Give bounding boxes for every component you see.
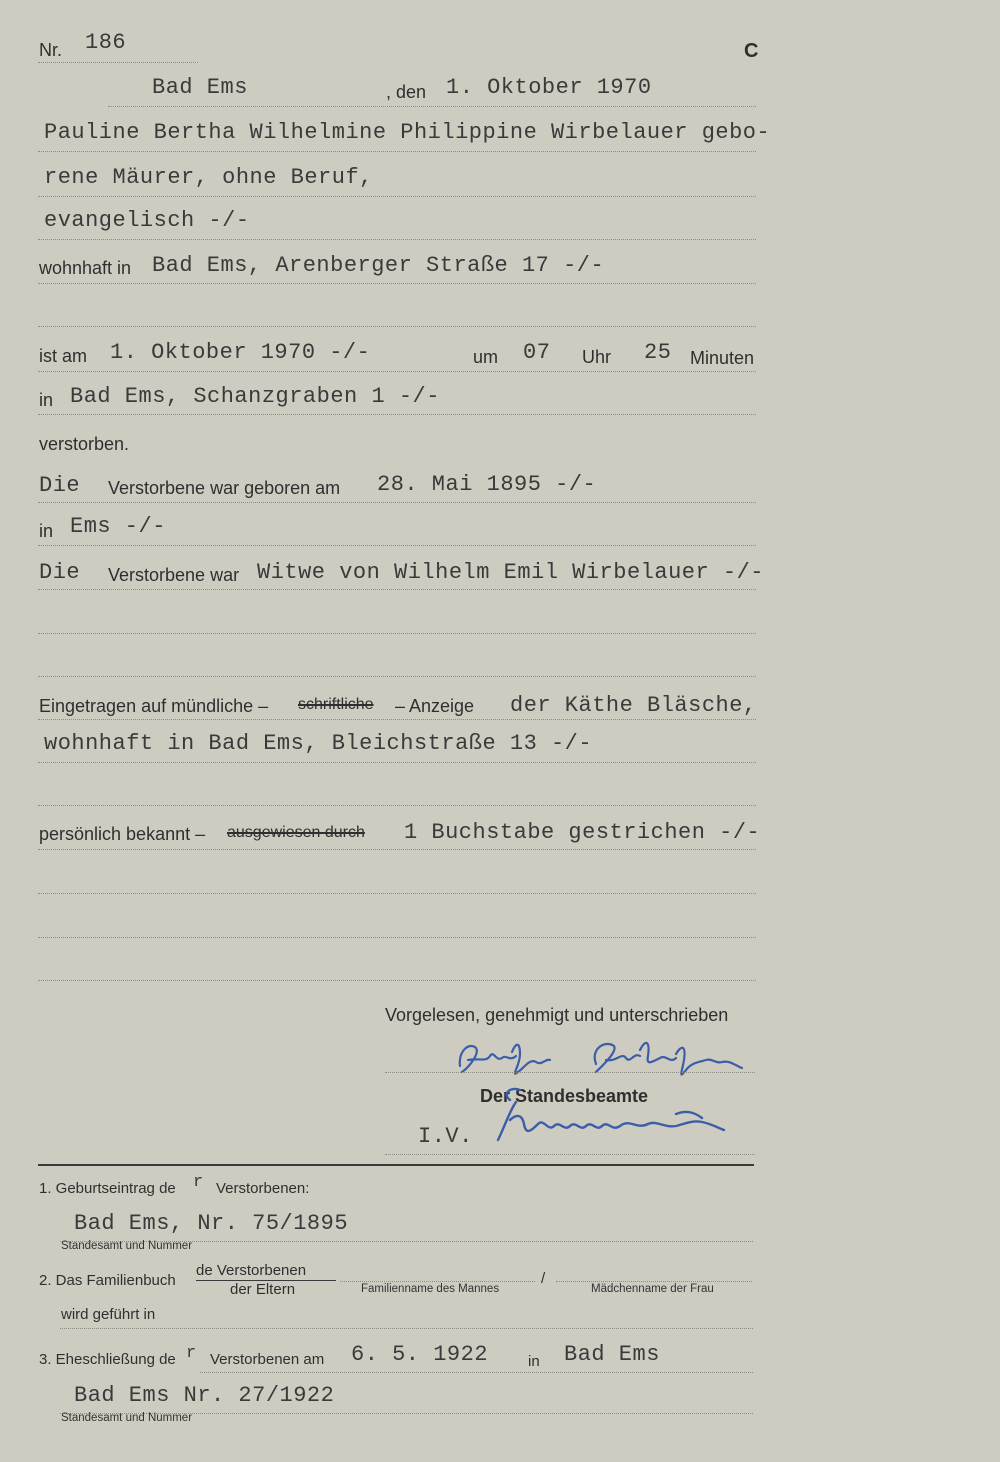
verstorben-label: verstorben. (39, 434, 130, 454)
dotted-line (38, 893, 756, 894)
divider-rule (38, 1164, 754, 1166)
birth-label: Verstorbene war geboren am (108, 478, 341, 498)
residence: Bad Ems, Arenberger Straße 17 -/- (152, 253, 605, 278)
iv-label: I.V. (418, 1124, 473, 1149)
ist-am-label: ist am (39, 346, 88, 366)
dotted-line (38, 719, 756, 720)
note1-birth-entry: Bad Ems, Nr. 75/1895 (74, 1211, 349, 1236)
identity-note: 1 Buchstabe gestrichen -/- (404, 820, 761, 845)
note3-caption: Standesamt und Nummer (61, 1412, 193, 1424)
corner-letter: C (744, 40, 759, 62)
note1-typed-r: r (193, 1173, 204, 1192)
report-label-b: – Anzeige (395, 696, 475, 716)
death-hour: 07 (523, 340, 551, 365)
identity-label: persönlich bekannt – (39, 824, 206, 844)
dotted-line (385, 1154, 755, 1155)
record-date: 1. Oktober 1970 (446, 75, 652, 100)
den-label: , den (386, 82, 427, 102)
note3-in: in (528, 1353, 540, 1370)
religion: evangelisch -/- (44, 208, 250, 233)
die-typed: Die (39, 560, 81, 585)
birth-date: 28. Mai 1895 -/- (377, 472, 597, 497)
note2-caption-man: Familienname des Mannes (361, 1283, 500, 1295)
dotted-line (38, 937, 756, 938)
dotted-line (38, 326, 756, 327)
marital-status: Witwe von Wilhelm Emil Wirbelauer -/- (257, 560, 764, 585)
dotted-line (385, 1072, 755, 1073)
dotted-line (38, 545, 756, 546)
note1-caption: Standesamt und Nummer (61, 1240, 193, 1252)
person-name-line2: rene Mäurer, ohne Beruf, (44, 165, 373, 190)
dotted-line (38, 633, 756, 634)
nr-label: Nr. (39, 40, 63, 60)
marriage-entry: Bad Ems Nr. 27/1922 (74, 1383, 335, 1408)
note2-bottom: der Eltern (230, 1281, 296, 1298)
dotted-line (108, 106, 756, 107)
wohnhaft-label: wohnhaft in (39, 258, 132, 278)
dotted-line (38, 414, 756, 415)
note2-slash: / (541, 1270, 546, 1287)
note1-label-b: Verstorbenen: (216, 1180, 310, 1197)
place-of-record: Bad Ems (152, 75, 248, 100)
death-date: 1. Oktober 1970 -/- (110, 340, 371, 365)
read-approved-signed: Vorgelesen, genehmigt und unterschrieben (385, 1005, 729, 1025)
reporter-address: wohnhaft in Bad Ems, Bleichstraße 13 -/- (44, 731, 593, 756)
note2-caption-woman: Mädchenname der Frau (591, 1283, 714, 1295)
dotted-line (38, 151, 756, 152)
note3-typed-r: r (186, 1344, 197, 1363)
dotted-line (38, 283, 756, 284)
minuten-label: Minuten (690, 348, 755, 368)
dotted-line (38, 589, 756, 590)
die-typed: Die (39, 473, 81, 498)
death-place: Bad Ems, Schanzgraben 1 -/- (70, 384, 440, 409)
report-struck: schriftliche (298, 696, 374, 713)
identity-struck: ausgewiesen durch (227, 824, 365, 841)
note2-line2: wird geführt in (61, 1306, 156, 1323)
dotted-line (556, 1281, 752, 1282)
reporter: der Käthe Bläsche, (510, 693, 757, 718)
dotted-line (38, 502, 756, 503)
report-label-a: Eingetragen auf mündliche – (39, 696, 269, 716)
dotted-line (38, 371, 756, 372)
note2-top: de Verstorbenen (196, 1262, 307, 1279)
status-label: Verstorbene war (108, 565, 240, 585)
note1-label: 1. Geburtseintrag de (39, 1180, 176, 1197)
um-label: um (473, 347, 499, 367)
death-minutes: 25 (644, 340, 672, 365)
note3-label: 3. Eheschließung de (39, 1351, 176, 1368)
reporter-signature (450, 1032, 750, 1084)
registrar-signature (480, 1080, 740, 1150)
registrar-title: Der Standesbeamte (480, 1086, 649, 1106)
birth-in-label: in (39, 521, 54, 541)
dotted-line (38, 805, 756, 806)
dotted-line (38, 676, 756, 677)
dotted-line (38, 239, 756, 240)
dotted-line (38, 762, 756, 763)
person-name-line1: Pauline Bertha Wilhelmine Philippine Wirbelauer gebo- (44, 120, 771, 145)
record-number: 186 (85, 30, 127, 55)
uhr-label: Uhr (582, 347, 612, 367)
in-label: in (39, 390, 54, 410)
note3-label-b: Verstorbenen am (210, 1351, 325, 1368)
marriage-date: 6. 5. 1922 (351, 1342, 489, 1367)
dotted-line (200, 1372, 753, 1373)
dotted-line (38, 196, 756, 197)
dotted-line (60, 1328, 753, 1329)
dotted-line (340, 1281, 535, 1282)
dotted-line (38, 980, 756, 981)
birth-place: Ems -/- (70, 514, 166, 539)
marriage-place: Bad Ems (564, 1342, 660, 1367)
note2-label: 2. Das Familienbuch (39, 1272, 176, 1289)
dotted-line (38, 849, 756, 850)
dotted-line (38, 62, 198, 63)
